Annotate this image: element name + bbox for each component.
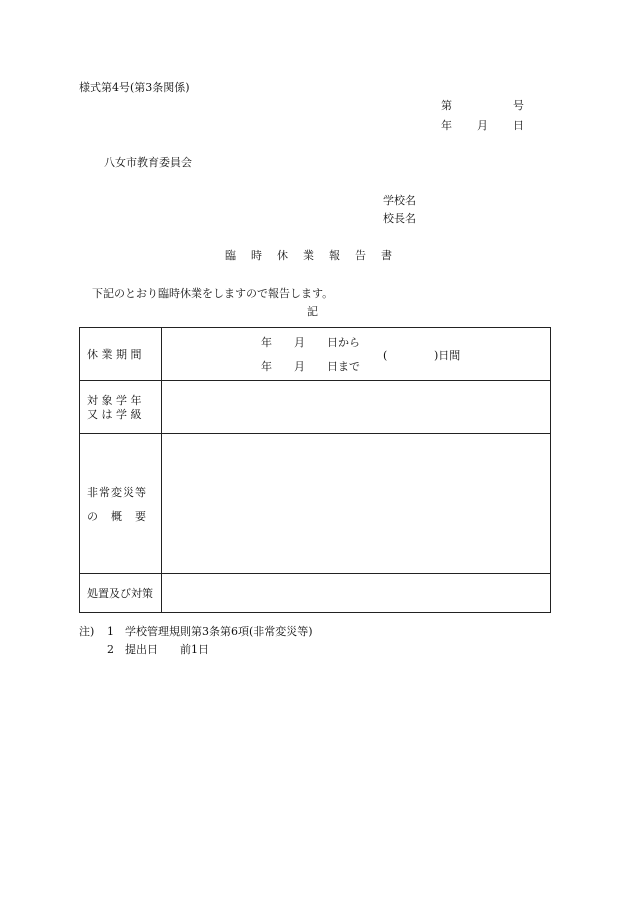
- summary-row: [80, 434, 550, 574]
- period-to: 年 月 日まで: [261, 360, 360, 373]
- measures-row: [80, 574, 550, 614]
- summary-label-line1: 非常変災等: [87, 486, 147, 499]
- target-label-line2: 又 は 学 級: [87, 408, 142, 421]
- period-label: 休 業 期 間: [87, 348, 142, 361]
- ki-heading: 記: [307, 305, 318, 318]
- note-1-text: 学校管理規則第3条第6項(非常変災等): [125, 625, 313, 638]
- note-1-number: 1: [107, 625, 114, 638]
- measures-label: 処置及び対策: [87, 587, 153, 600]
- target-label-line1: 対 象 学 年: [87, 394, 142, 407]
- note-2-text: 提出日 前1日: [125, 643, 209, 656]
- summary-label-line2: の 概 要: [87, 510, 147, 523]
- period-from: 年 月 日から: [261, 336, 360, 349]
- date-line: 年 月 日: [441, 119, 525, 132]
- school-name-label: 学校名: [383, 194, 416, 207]
- addressee: 八女市教育委員会: [104, 156, 192, 169]
- target-row: [80, 381, 550, 434]
- principal-name-label: 校長名: [383, 212, 416, 225]
- note-2-number: 2: [107, 643, 114, 656]
- document-title: 臨 時 休 業 報 告 書: [225, 249, 394, 262]
- report-table: [79, 327, 551, 613]
- days-open-paren: (: [383, 349, 388, 362]
- form-number: 様式第4号(第3条関係): [79, 81, 190, 94]
- document-number: 第 号: [441, 99, 525, 112]
- body-text: 下記のとおり臨時休業をしますので報告します。: [92, 287, 334, 300]
- period-row: [80, 328, 550, 381]
- notes-prefix: 注): [79, 625, 95, 638]
- days-count-label: )日間: [434, 349, 461, 362]
